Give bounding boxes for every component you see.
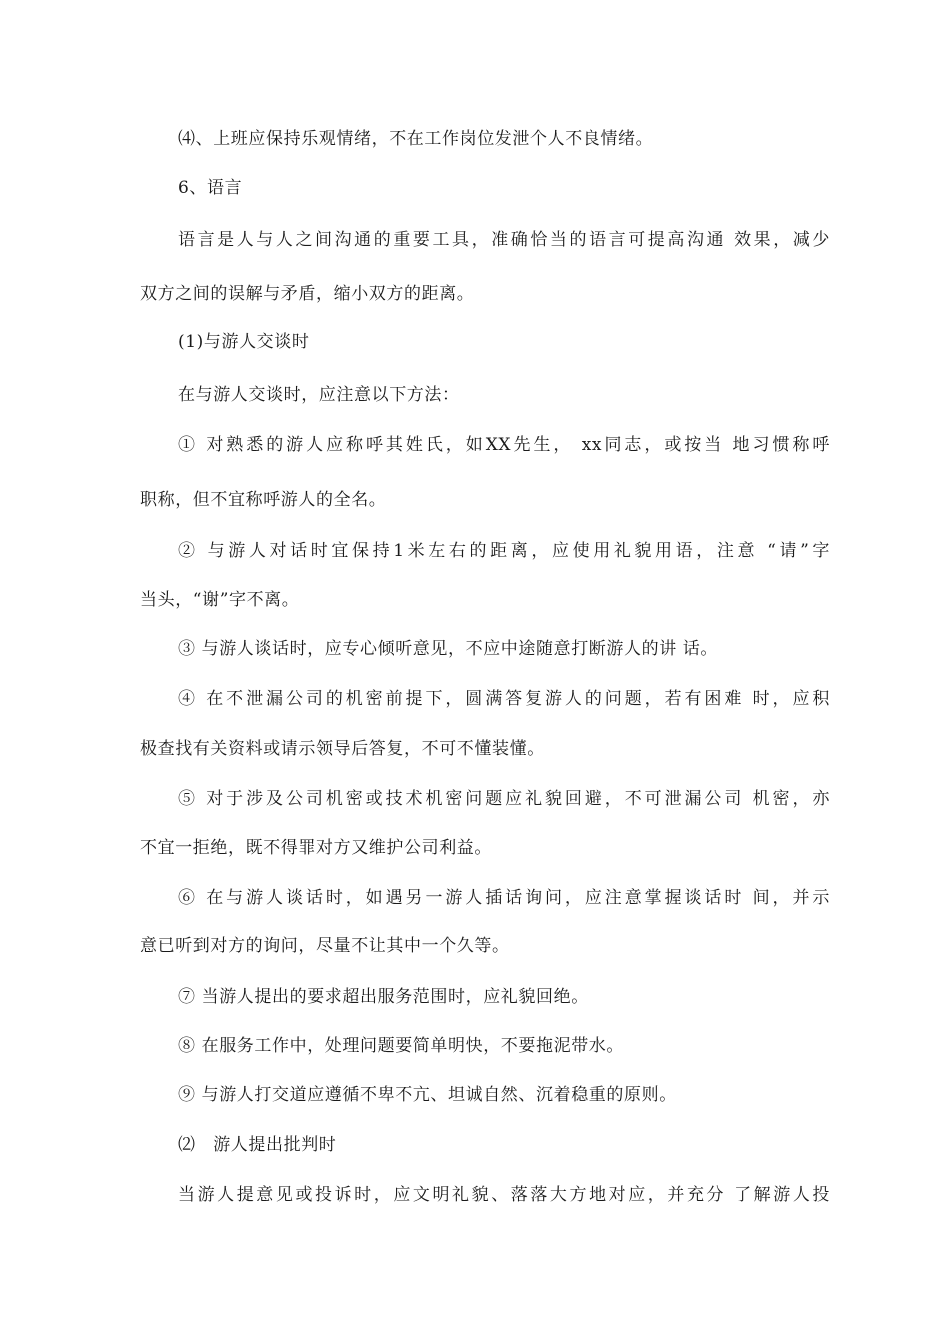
list-item-line: 职称，但不宜称呼游人的全名。: [140, 490, 387, 510]
list-item-line: ② 与游人对话时宜保持1米左右的距离，应使用礼貌用语，注意 “请”字: [178, 541, 830, 561]
list-item-line: 意已听到对方的询问，尽量不让其中一个久等。: [140, 936, 510, 956]
list-item-line: 当头，“谢”字不离。: [140, 590, 300, 610]
list-item-line: ③ 与游人谈话时，应专心倾听意见，不应中途随意打断游人的讲 话。: [178, 639, 719, 659]
paragraph-line: 当游人提意见或投诉时，应文明礼貌、落落大方地对应，并充分 了解游人投: [178, 1185, 830, 1205]
subsection-heading: ⑵ 游人提出批判时: [178, 1135, 337, 1155]
paragraph-line: 语言是人与人之间沟通的重要工具，准确恰当的语言可提高沟通 效果，减少: [178, 230, 830, 250]
list-item-line: ⑨ 与游人打交道应遵循不卑不亢、坦诚自然、沉着稳重的原则。: [178, 1085, 677, 1105]
list-item-line: ⑤ 对于涉及公司机密或技术机密问题应礼貌回避，不可泄漏公司 机密，亦: [178, 789, 830, 809]
list-item-line: ① 对熟悉的游人应称呼其姓氏，如XX先生， xx同志，或按当 地习惯称呼: [178, 435, 830, 455]
subsection-heading: (1)与游人交谈时: [178, 332, 310, 352]
list-item-line: ⑦ 当游人提出的要求超出服务范围时，应礼貌回绝。: [178, 987, 589, 1007]
paragraph-line: 在与游人交谈时，应注意以下方法：: [178, 385, 460, 405]
section-heading: 6、语言: [178, 178, 243, 198]
list-item-line: ⑥ 在与游人谈话时，如遇另一游人插话询问，应注意掌握谈话时 间，并示: [178, 888, 830, 908]
list-item-line: ⑧ 在服务工作中，处理问题要简单明快，不要拖泥带水。: [178, 1036, 625, 1056]
list-item-line: 极查找有关资料或请示领导后答复，不可不懂装懂。: [140, 739, 545, 759]
list-item-line: ④ 在不泄漏公司的机密前提下，圆满答复游人的问题，若有困难 时，应积: [178, 689, 830, 709]
item-4-line: ⑷、上班应保持乐观情绪，不在工作岗位发泄个人不良情绪。: [178, 129, 654, 149]
paragraph-line: 双方之间的误解与矛盾，缩小双方的距离。: [140, 284, 475, 304]
list-item-line: 不宜一拒绝，既不得罪对方又维护公司利益。: [140, 838, 492, 858]
